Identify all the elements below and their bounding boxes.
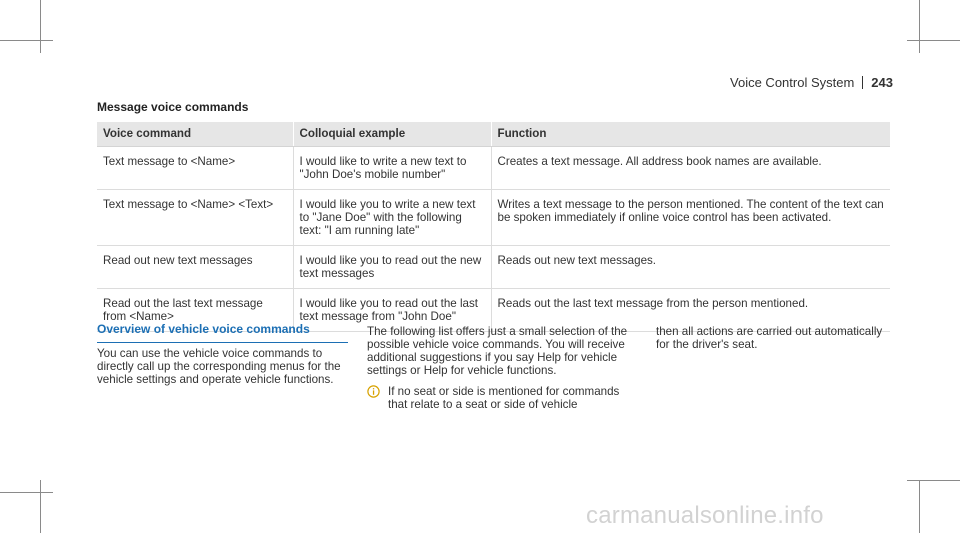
watermark: carmanualsonline.info	[586, 502, 824, 529]
cell-function: Reads out new text messages.	[491, 245, 890, 288]
cell-voice-command: Read out new text messages	[97, 245, 293, 288]
overview-heading: Overview of vehicle voice commands	[97, 322, 348, 343]
table-row	[97, 245, 890, 288]
column-header-voice-command: Voice command	[97, 122, 293, 146]
cell-function: Reads out the last text message from the person mentioned.	[491, 288, 890, 331]
section-title: Message voice commands	[97, 100, 249, 114]
table-row	[97, 146, 890, 189]
info-note-icon	[367, 385, 383, 397]
overview-paragraph-1: You can use the vehicle voice commands to directly call up the corresponding menus for the vehicle settings and operate vehicle functions.	[97, 347, 341, 386]
crop-mark	[0, 40, 53, 41]
cell-colloquial-example: I would like you to write a new text to "Jane Doe" with the following text: "I am running late"	[293, 189, 491, 245]
voice-command-table	[97, 122, 890, 332]
crop-mark	[919, 0, 920, 53]
overview-column-2	[367, 325, 632, 411]
table-row	[97, 189, 890, 245]
cell-voice-command: Text message to <Name> <Text>	[97, 189, 293, 245]
table-header-row	[97, 122, 890, 146]
cell-voice-command: Text message to <Name>	[97, 146, 293, 189]
cell-colloquial-example: I would like to write a new text to "John Doe's mobile number"	[293, 146, 491, 189]
crop-mark	[919, 480, 920, 533]
note-text: If no seat or side is mentioned for commands that relate to a seat or side of vehicle	[388, 385, 620, 411]
overview-paragraph-2: The following list offers just a small selection of the possible vehicle voice commands. You will receive additional suggestions if you say Help for vehicle settings or Help for vehicle functions.	[367, 325, 628, 377]
crop-mark	[907, 40, 960, 41]
column-header-colloquial-example: Colloquial example	[293, 122, 491, 146]
cell-voice-command: Read out the last text message from <Name>	[97, 288, 293, 331]
crop-mark	[0, 492, 53, 493]
note	[367, 385, 632, 411]
cell-colloquial-example: I would like you to read out the new text messages	[293, 245, 491, 288]
cell-colloquial-example: I would like you to read out the last text message from "John Doe"	[293, 288, 491, 331]
running-head-section: Voice Control System	[730, 75, 855, 90]
running-head-divider	[862, 76, 863, 89]
crop-mark	[40, 480, 41, 533]
running-head	[730, 75, 893, 90]
crop-mark	[907, 480, 960, 481]
page-number: 243	[871, 75, 893, 90]
crop-mark	[40, 0, 41, 53]
cell-function: Writes a text message to the person mentioned. The content of the text can be spoken immediately if online voice control has been activated.	[491, 189, 890, 245]
column-header-function: Function	[491, 122, 890, 146]
overview-paragraph-3: then all actions are carried out automatically for the driver's seat.	[656, 325, 883, 351]
cell-function: Creates a text message. All address book names are available.	[491, 146, 890, 189]
